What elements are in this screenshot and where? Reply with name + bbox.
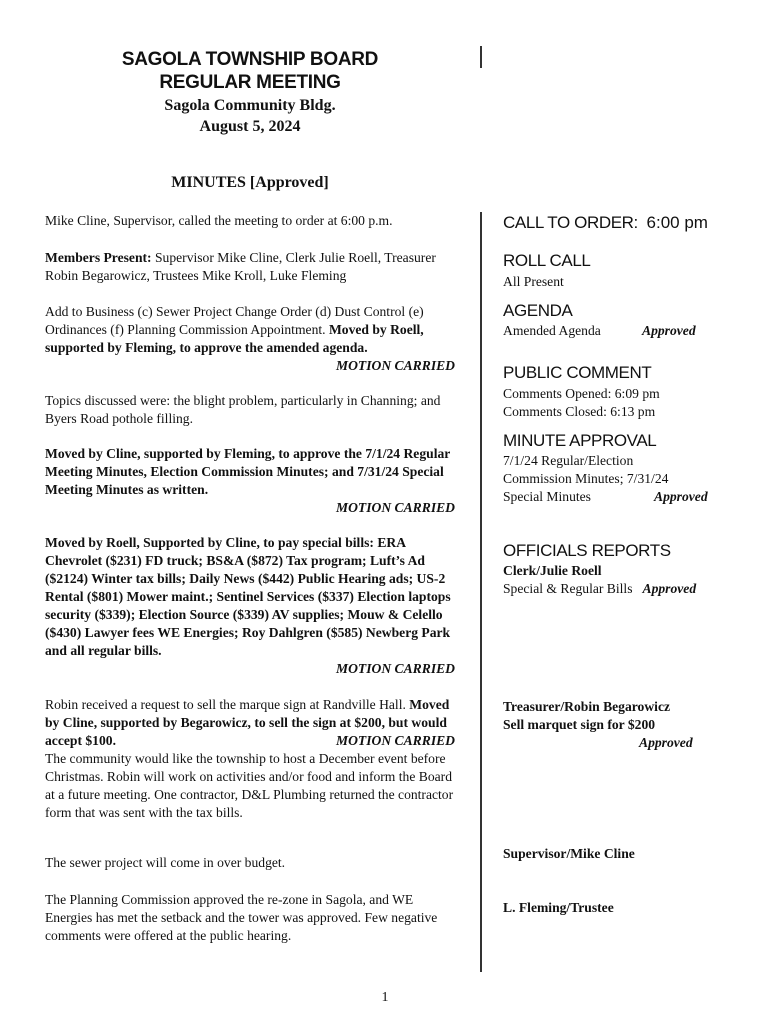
minute-approval-motion: Moved by Cline, supported by Fleming, to approve the 7/1/24 Regular Meeting Minutes, Election Commission Minutes; and 7/31/24 Special Meeting Minutes as written. (45, 446, 451, 497)
amended-agenda-row (503, 322, 743, 340)
minutes-title: MINUTES [Approved] (171, 174, 329, 191)
call-to-order-heading (503, 213, 708, 233)
sign-motion-carried: MOTION CARRIED (336, 733, 455, 748)
public-comment-heading: PUBLIC COMMENT (503, 363, 652, 382)
column-divider (480, 212, 482, 972)
sell-sign-text: Sell marquet sign for $200 (503, 717, 656, 732)
sign-request-text: Robin received a request to sell the marque sign at Randville Hall. (45, 697, 410, 712)
amended-agenda-label: Amended Agenda (503, 323, 601, 338)
treasurer-paragraph (45, 696, 455, 822)
agenda-motion: Moved by Roell, supported by Fleming, to approve the amended agenda. (45, 322, 424, 355)
meeting-location: Sagola Community Bldg. (164, 97, 336, 114)
supervisor-name: Supervisor/Mike Cline (503, 846, 635, 861)
bills-approved-label: Approved (642, 581, 697, 596)
page-number: 1 (381, 990, 389, 1005)
call-to-order-time: 6:00 pm (646, 213, 708, 232)
special-bills-paragraph (45, 534, 455, 678)
roll-call-heading: ROLL CALL (503, 251, 591, 270)
agenda-motion-carried: MOTION CARRIED (336, 358, 455, 373)
comments-opened-text: Comments Opened: 6:09 pm (503, 386, 660, 401)
comments-closed-text: Comments Closed: 6:13 pm (503, 404, 656, 419)
special-bills-motion-carried: MOTION CARRIED (336, 661, 455, 676)
agenda-paragraph (45, 303, 455, 375)
agenda-approved-label: Approved (642, 323, 696, 338)
minute-approval-heading: MINUTE APPROVAL (503, 431, 657, 450)
sewer-project-paragraph: The sewer project will come in over budget. (45, 855, 286, 870)
members-present-label: Members Present: (45, 250, 152, 265)
december-event-text: The community would like the township to host a December event before Christmas. Robin will work on activities and/or food and inform the Board at a future meeting. One contractor, D&L Plumbing returned the contractor form that was sent with the tax bills. (45, 751, 454, 820)
meeting-type: REGULAR MEETING (159, 72, 341, 93)
column-divider-top (480, 46, 482, 68)
treasurer-name: Treasurer/Robin Begarowicz (503, 699, 671, 714)
officials-reports-heading: OFFICIALS REPORTS (503, 541, 671, 560)
special-bills-motion: Moved by Roell, Supported by Cline, to pay special bills: ERA Chevrolet ($231) FD truck; BS&A ($872) Tax program; Luft’s Ad ($2124) Winter tax bills; Daily News ($442) Public Hearing ads; US-2 Rental ($801) Mower maint.; Sentinel Services ($337) Election laptops security ($339); Election Source ($339) AV supplies; Mouw & Celello ($430) Lawyer fees WE Energies; Roy Dahlgren ($585) Newberg Park and all regular bills. (45, 535, 451, 658)
board-title: SAGOLA TOWNSHIP BOARD (121, 49, 379, 70)
clerk-bills-row (503, 580, 743, 598)
planning-commission-paragraph: The Planning Commission approved the re-zone in Sagola, and WE Energies has met the setback and the tower was approved. Few negative comments were offered at the public hearing. (45, 892, 438, 943)
public-comment-paragraph: Topics discussed were: the blight problem, particularly in Channing; and Byers Road pothole filling. (45, 393, 441, 426)
minutes-approved-label: Approved (654, 489, 708, 504)
meeting-date: August 5, 2024 (199, 118, 301, 135)
clerk-name: Clerk/Julie Roell (503, 563, 602, 578)
special-regular-bills-label: Special & Regular Bills (503, 581, 633, 596)
members-present-text: Supervisor Mike Cline, Clerk Julie Roell, Treasurer Robin Begarowicz, Trustees Mike Kroll, Luke Fleming (45, 250, 436, 283)
trustee-name: L. Fleming/Trustee (503, 900, 614, 915)
call-to-order-label: CALL TO ORDER: (503, 213, 638, 232)
members-present-paragraph (45, 249, 455, 285)
minute-approval-paragraph (45, 445, 455, 517)
sign-approved-label: Approved (639, 735, 693, 750)
minute-approval-line2: Commission Minutes; 7/31/24 (503, 471, 669, 486)
minute-approval-line1: 7/1/24 Regular/Election (503, 453, 634, 468)
agenda-heading: AGENDA (503, 301, 573, 320)
call-to-order-text: Mike Cline, Supervisor, called the meeting to order at 6:00 p.m. (45, 213, 393, 228)
sign-motion: Moved by Cline, supported by Begarowicz, to sell the sign at $200, but would accept $100. (45, 697, 450, 748)
all-present-text: All Present (503, 274, 564, 289)
special-minutes-label: Special Minutes (503, 489, 591, 504)
minute-approval-motion-carried: MOTION CARRIED (336, 500, 455, 515)
agenda-text: Add to Business (c) Sewer Project Change Order (d) Dust Control (e) Ordinances (f) Planning Commission Appointment. (45, 304, 424, 337)
minute-approval-line3 (503, 488, 743, 506)
